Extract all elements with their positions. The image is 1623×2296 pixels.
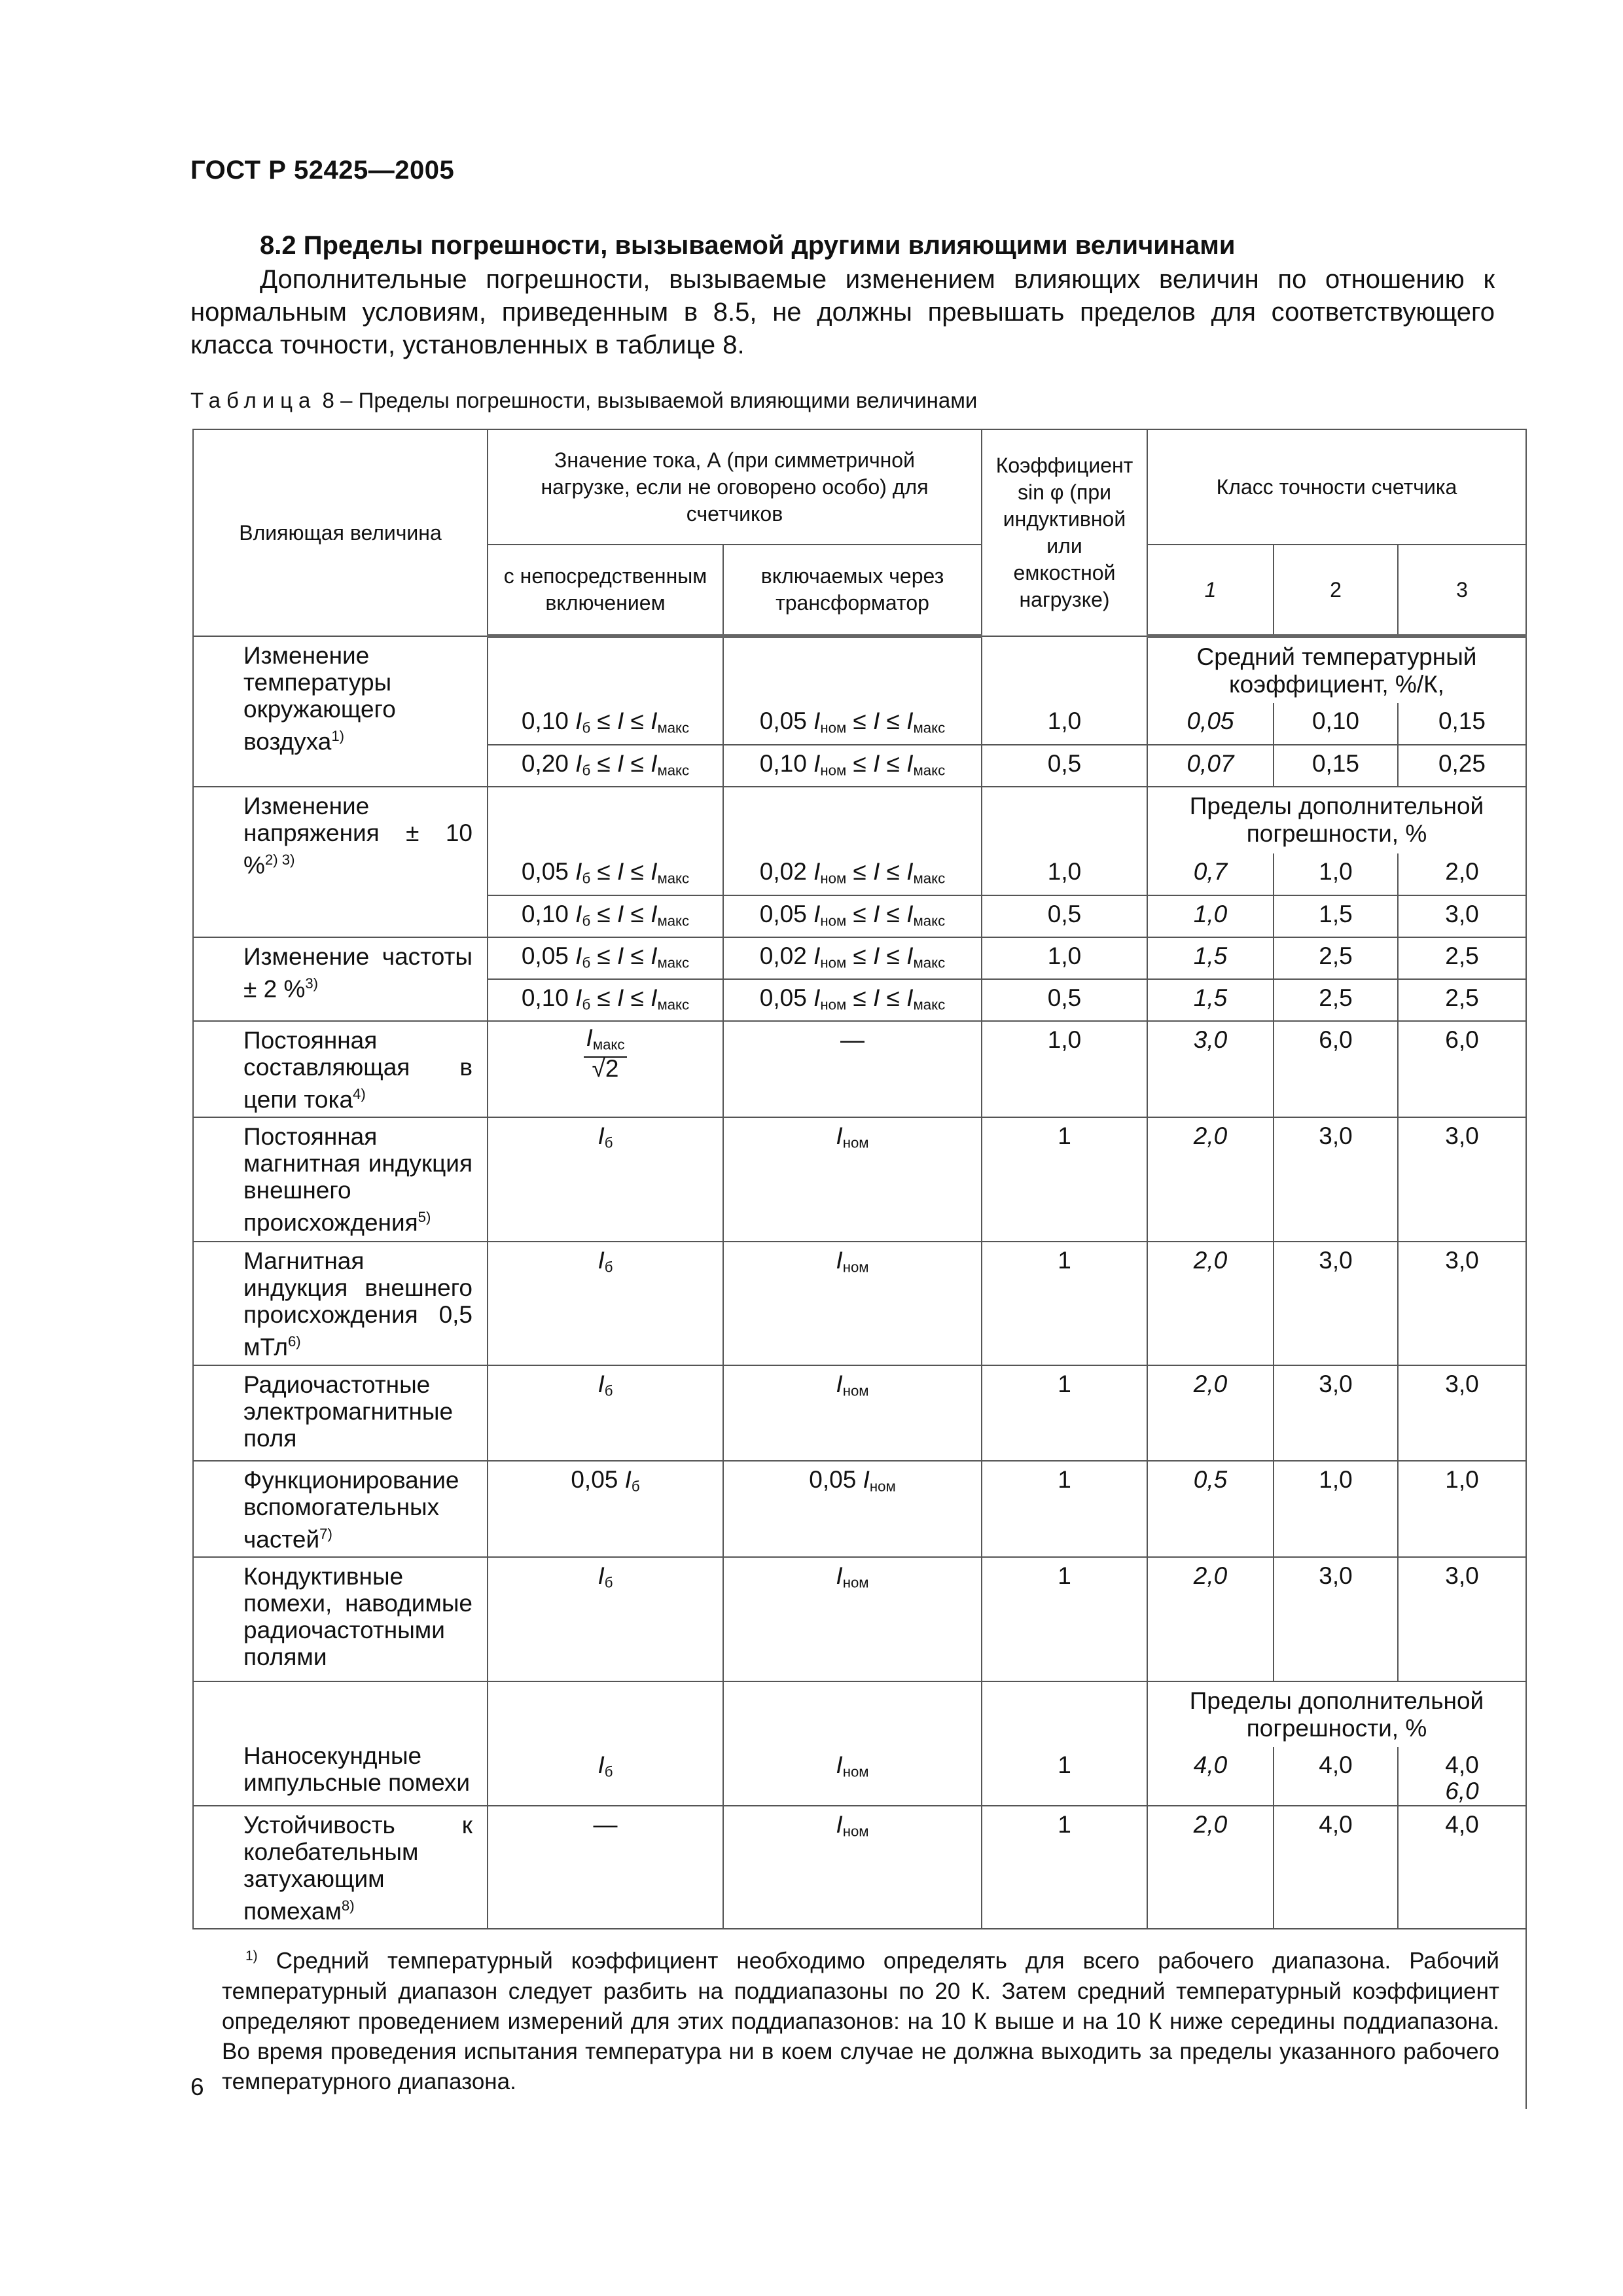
cell-transformer-inom: $I_{ном}$ [723, 1747, 982, 1806]
cell-empty [982, 787, 1147, 853]
cell-class-3: 2,5 [1398, 979, 1526, 1021]
cell-direct-ib: $I_б$ [488, 1365, 723, 1461]
row-frequency-label: Изменение частоты ± 2 %$^{3)}$ [193, 937, 488, 1021]
cell-class-3: 3,0 [1398, 1557, 1526, 1681]
cell-class-3-alt: 6,0 [1445, 1777, 1479, 1804]
cell-class-1: 2,0 [1147, 1117, 1274, 1242]
table-8-container [192, 429, 1525, 2109]
cell-empty [982, 636, 1147, 703]
cell-class-2: 2,5 [1274, 979, 1398, 1021]
header-influence: Влияющая величина [193, 429, 488, 636]
cell-class-2: 1,0 [1274, 853, 1398, 895]
row-voltage-label: Изменение напряжения ± 10 %$^{2) 3)}$ [193, 787, 488, 937]
cell-direct-ib: $I_б$ [488, 1117, 723, 1242]
standard-header: ГОСТ Р 52425—2005 [190, 156, 455, 185]
cell-class-3: 4,0 [1398, 1806, 1526, 1929]
cell-coef: 1 [982, 1117, 1147, 1242]
cell-class-3: 0,25 [1398, 745, 1526, 787]
cell-transformer-inom: $I_{ном}$ [723, 1365, 982, 1461]
table-caption-text: 8 – Пределы погрешности, вызываемой влияющими величинами [316, 388, 978, 412]
fraction-imax-sqrt2: $\frac{I_{макс}}{√2}$ [584, 1027, 628, 1080]
header-class-3: 3 [1398, 545, 1526, 636]
cell-direct-range: 0,05 $I_б \le I \le I_{макс}$ [488, 937, 723, 979]
cell-class-3: 4,0 6,0 [1398, 1747, 1526, 1806]
cell-empty [723, 1681, 982, 1747]
row-magnetic-05-label: Магнитная индукция внешнего происхождения 0,5 мТл$^{6)}$ [193, 1242, 488, 1365]
subhead-add-limits: Пределы дополнительной погрешности, % [1147, 787, 1526, 853]
cell-class-1: 2,0 [1147, 1557, 1274, 1681]
cell-class-2: 3,0 [1274, 1365, 1398, 1461]
table-footnote [193, 1929, 1526, 2109]
section-heading: 8.2 Пределы погрешности, вызываемой другими влияющими величинами [260, 231, 1236, 260]
cell-empty [723, 787, 982, 853]
cell-class-2: 2,5 [1274, 937, 1398, 979]
header-direct: с непосредственным включением [488, 545, 723, 636]
row-nanosecond-label: Наносекундные импульсные помехи [193, 1681, 488, 1806]
cell-empty [488, 636, 723, 703]
cell-class-1: 2,0 [1147, 1806, 1274, 1929]
page-number: 6 [190, 2073, 204, 2100]
cell-transformer-range: 0,05 $I_{ном} \le I \le I_{макс}$ [723, 895, 982, 937]
cell-direct-range: 0,10 $I_б \le I \le I_{макс}$ [488, 979, 723, 1021]
row-const-magnetic-label: Постоянная магнитная индукция внешнего происхождения$^{5)}$ [193, 1117, 488, 1242]
cell-direct-ib: $I_б$ [488, 1747, 723, 1806]
cell-direct-dash: — [488, 1806, 723, 1929]
cell-class-2: 1,0 [1274, 1461, 1398, 1557]
cell-class-3: 3,0 [1398, 895, 1526, 937]
subhead-add-limits: Пределы дополнительной погрешности, % [1147, 1681, 1526, 1747]
table-8 [192, 429, 1527, 2109]
cell-class-1: 1,5 [1147, 937, 1274, 979]
header-transformer: включаемых через трансформатор [723, 545, 982, 636]
cell-direct-ib: $I_б$ [488, 1242, 723, 1365]
cell-class-1: 2,0 [1147, 1242, 1274, 1365]
intro-paragraph: Дополнительные погрешности, вызываемые изменением влияющих величин по отношению к нормальным условиям, приведенным в 8.5, не должны превышать пределов для соответствующего класса точности, установленных в таблице 8. [190, 265, 1495, 359]
cell-coef: 1,0 [982, 1021, 1147, 1117]
cell-direct-range: 0,20 $I_б \le I \le I_{макс}$ [488, 745, 723, 787]
cell-coef: 1 [982, 1242, 1147, 1365]
cell-transformer-range: 0,10 $I_{ном} \le I \le I_{макс}$ [723, 745, 982, 787]
cell-transformer-dash: — [723, 1021, 982, 1117]
cell-class-1: 0,5 [1147, 1461, 1274, 1557]
cell-class-2: 6,0 [1274, 1021, 1398, 1117]
table-caption-word: Таблица [190, 388, 317, 412]
cell-coef: 1,0 [982, 703, 1147, 745]
cell-class-1: 0,7 [1147, 853, 1274, 895]
cell-class-2: 0,15 [1274, 745, 1398, 787]
cell-class-3: 3,0 [1398, 1242, 1526, 1365]
cell-coef: 1,0 [982, 937, 1147, 979]
cell-coef: 0,5 [982, 979, 1147, 1021]
cell-empty [488, 787, 723, 853]
cell-coef: 1 [982, 1747, 1147, 1806]
footnote-mark: 1) [245, 1948, 258, 1964]
cell-class-1: 4,0 [1147, 1747, 1274, 1806]
cell-coef: 0,5 [982, 895, 1147, 937]
header-current: Значение тока, А (при симметричной нагрузке, если не оговорено особо) для счетчиков [488, 429, 982, 545]
cell-class-2: 3,0 [1274, 1557, 1398, 1681]
header-class: Класс точности счетчика [1147, 429, 1526, 545]
cell-class-1: 0,05 [1147, 703, 1274, 745]
cell-transformer-inom: $I_{ном}$ [723, 1557, 982, 1681]
row-conducted-label: Кондуктивные помехи, наводимые радиочастотными полями [193, 1557, 488, 1681]
cell-transformer-005inom: 0,05 $I_{ном}$ [723, 1461, 982, 1557]
cell-class-3: 0,15 [1398, 703, 1526, 745]
row-dc-component-label: Постоянная составляющая в цепи тока$^{4)}$ [193, 1021, 488, 1117]
cell-coef: 1 [982, 1557, 1147, 1681]
header-coef: Коэффициент sin φ (при индуктивной или емкостной нагрузке) [982, 429, 1147, 636]
cell-class-2: 3,0 [1274, 1242, 1398, 1365]
cell-direct-005ib: 0,05 $I_б$ [488, 1461, 723, 1557]
cell-empty [723, 636, 982, 703]
cell-class-2: 4,0 [1274, 1747, 1398, 1806]
cell-class-3: 6,0 [1398, 1021, 1526, 1117]
header-class-2: 2 [1274, 545, 1398, 636]
cell-class-3: 2,0 [1398, 853, 1526, 895]
cell-direct-fraction [488, 1021, 723, 1117]
cell-class-3: 3,0 [1398, 1117, 1526, 1242]
cell-class-3: 1,0 [1398, 1461, 1526, 1557]
cell-class-3: 3,0 [1398, 1365, 1526, 1461]
cell-direct-range: 0,10 $I_б \le I \le I_{макс}$ [488, 895, 723, 937]
cell-class-2: 1,5 [1274, 895, 1398, 937]
cell-class-1: 1,0 [1147, 895, 1274, 937]
cell-transformer-range: 0,05 $I_{ном} \le I \le I_{макс}$ [723, 703, 982, 745]
row-temperature-label: Изменение температуры окружающего воздуха$^{1)}$ [193, 636, 488, 787]
cell-class-1: 1,5 [1147, 979, 1274, 1021]
cell-class-1: 2,0 [1147, 1365, 1274, 1461]
row-auxiliary-label: Функционирование вспомогательных частей$^{7)}$ [193, 1461, 488, 1557]
cell-empty [982, 1681, 1147, 1747]
cell-transformer-inom: $I_{ном}$ [723, 1117, 982, 1242]
cell-coef: 1 [982, 1461, 1147, 1557]
row-rf-fields-label: Радиочастотные электромагнитные поля [193, 1365, 488, 1461]
cell-transformer-inom: $I_{ном}$ [723, 1242, 982, 1365]
cell-class-2: 0,10 [1274, 703, 1398, 745]
table-caption [190, 388, 977, 413]
cell-empty [488, 1681, 723, 1747]
row-oscillatory-label: Устойчивость к колебательным затухающим помехам$^{8)}$ [193, 1806, 488, 1929]
header-class-1: 1 [1147, 545, 1274, 636]
cell-class-3: 2,5 [1398, 937, 1526, 979]
cell-coef: 1 [982, 1365, 1147, 1461]
cell-direct-range: 0,05 $I_б \le I \le I_{макс}$ [488, 853, 723, 895]
cell-transformer-range: 0,02 $I_{ном} \le I \le I_{макс}$ [723, 853, 982, 895]
subhead-temp-coef: Средний температурный коэффициент, %/К, [1147, 636, 1526, 703]
cell-transformer-inom: $I_{ном}$ [723, 1806, 982, 1929]
cell-direct-range: 0,10 $I_б \le I \le I_{макс}$ [488, 703, 723, 745]
cell-transformer-range: 0,05 $I_{ном} \le I \le I_{макс}$ [723, 979, 982, 1021]
cell-class-2: 4,0 [1274, 1806, 1398, 1929]
cell-class-1: 0,07 [1147, 745, 1274, 787]
cell-coef: 0,5 [982, 745, 1147, 787]
cell-direct-ib: $I_б$ [488, 1557, 723, 1681]
cell-class-2: 3,0 [1274, 1117, 1398, 1242]
cell-class-1: 3,0 [1147, 1021, 1274, 1117]
footnote-text: Средний температурный коэффициент необходимо определять для всего рабочего диапазона. Рабочий температурный диапазон следует разбить на поддиапазоны по 20 К. Затем средний температурный коэффициент определяют проведением измерений для этих поддиапазонов: на 10 К выше и на 10 К ниже середины поддиапазона. Во время проведения испытания температура ни в коем случае не должна выходить за пределы указанного рабочего температурного диапазона. [222, 1948, 1499, 2094]
cell-coef: 1,0 [982, 853, 1147, 895]
cell-coef: 1 [982, 1806, 1147, 1929]
cell-transformer-range: 0,02 $I_{ном} \le I \le I_{макс}$ [723, 937, 982, 979]
